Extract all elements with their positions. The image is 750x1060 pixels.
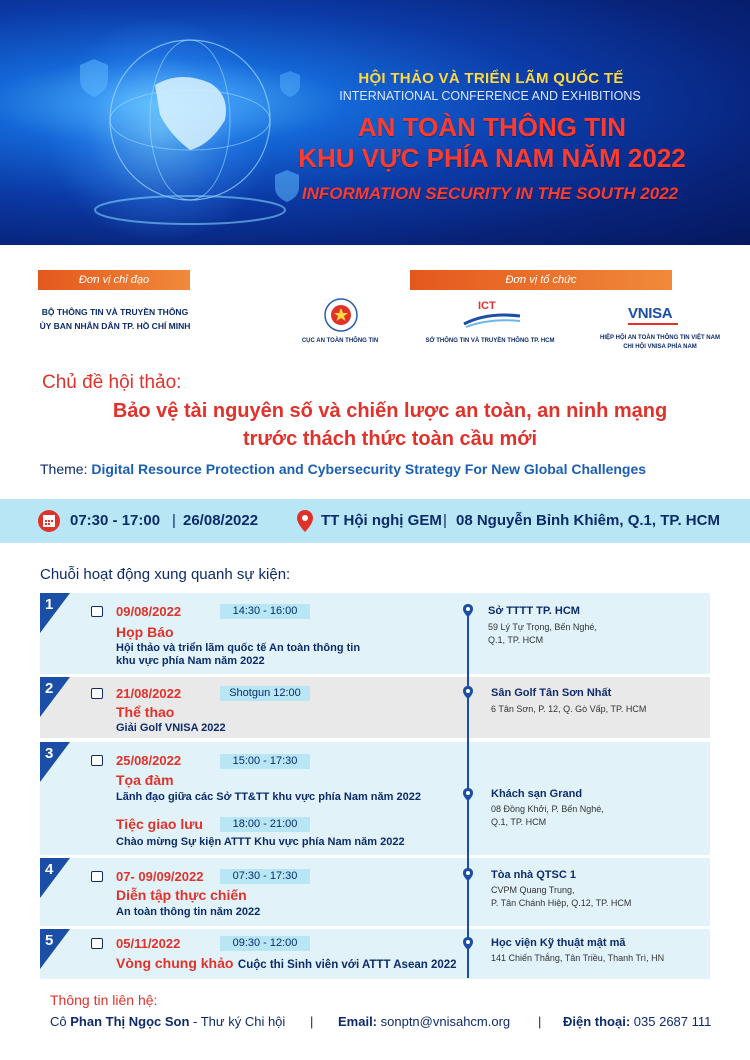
- event-addr-1a: 59 Lý Tự Trọng, Bến Nghé,: [488, 622, 597, 632]
- event-title-3b: Tiệc giao lưu: [116, 816, 203, 832]
- event-title-5: Vòng chung khảo: [116, 955, 234, 971]
- contact-email[interactable]: sonptn@vnisahcm.org: [380, 1014, 511, 1029]
- band-venue: TT Hội nghị GEM: [321, 512, 442, 529]
- location-pin-icon: [463, 686, 473, 699]
- event-number-2: 2: [45, 680, 54, 697]
- band-time: 07:30 - 17:00: [70, 512, 161, 529]
- event-title-2: Thể thao: [116, 704, 175, 720]
- map-pin-icon: [297, 510, 313, 532]
- date-venue-band: [0, 499, 750, 543]
- theme-main-1: Bảo vệ tài nguyên số và chiến lược an toàn, an ninh mạng: [112, 400, 668, 422]
- org-1: CỤC AN TOÀN THÔNG TIN: [301, 338, 379, 344]
- contact-label: Thông tin liên hệ:: [50, 992, 158, 1008]
- contact-name: Phan Thị Ngọc Son: [70, 1014, 190, 1029]
- ict-logo-text: ICT: [478, 300, 496, 312]
- org-2: SỞ THÔNG TIN VÀ TRUYỀN THÔNG TP. HCM: [425, 338, 555, 344]
- contact-email-label: Email:: [338, 1014, 381, 1029]
- event-date-2: 21/08/2022: [116, 686, 182, 701]
- header-line1: HỘI THẢO VÀ TRIỂN LÃM QUỐC TẾ: [358, 70, 624, 87]
- event-desc-2: Giải Golf VNISA 2022: [116, 722, 226, 734]
- band-date: 26/08/2022: [183, 512, 259, 529]
- leader-label: Đơn vị chỉ đạo: [38, 270, 190, 290]
- event-addr-2: 6 Tân Sơn, P. 12, Q. Gò Vấp, TP. HCM: [491, 704, 647, 714]
- calendar-icon: [91, 688, 103, 699]
- theme-en-prefix: Theme:: [40, 461, 92, 477]
- event-title-3: Tọa đàm: [116, 772, 174, 788]
- event-time-4: 07:30 - 17:30: [220, 869, 310, 884]
- event-addr-4a: CVPM Quang Trung,: [491, 885, 575, 895]
- event-time-5: 09:30 - 12:00: [220, 936, 310, 951]
- location-pin-icon: [463, 604, 473, 617]
- event-number-3: 3: [45, 745, 54, 762]
- location-pin-icon: [463, 868, 473, 881]
- event-time-3b: 18:00 - 21:00: [220, 817, 310, 832]
- event-date-1: 09/08/2022: [116, 604, 182, 619]
- event-loc-5: Học viện Kỹ thuật mật mã: [491, 937, 626, 949]
- contact-sep-2: |: [538, 1014, 542, 1029]
- org-3a: HIỆP HỘI AN TOÀN THÔNG TIN VIỆT NAM: [600, 335, 720, 341]
- event-desc-1b: khu vực phía Nam năm 2022: [116, 655, 265, 667]
- calendar-icon: [91, 606, 103, 617]
- theme-en-text: Digital Resource Protection and Cybersecurity Strategy For New Global Challenges: [91, 461, 647, 477]
- calendar-icon: [91, 938, 103, 949]
- band-address: 08 Nguyễn Bỉnh Khiêm, Q.1, TP. HCM: [456, 512, 720, 529]
- location-pin-icon: [463, 788, 473, 801]
- calendar-icon: [38, 510, 60, 532]
- contact-phone[interactable]: 035 2687 111: [633, 1014, 712, 1029]
- header-title1: AN TOÀN THÔNG TIN: [357, 112, 627, 142]
- event-time-1: 14:30 - 16:00: [220, 604, 310, 619]
- theme-english: [40, 461, 740, 477]
- event-date-5: 05/11/2022: [116, 936, 181, 951]
- event-loc-2: Sân Golf Tân Sơn Nhất: [491, 687, 612, 699]
- event-addr-5: 141 Chiến Thắng, Tân Triều, Thanh Trì, HN: [491, 953, 665, 963]
- event-title-1: Họp Báo: [116, 624, 174, 640]
- band-sep-1: |: [172, 512, 176, 529]
- event-desc-5: Cuộc thi Sinh viên với ATTT Asean 2022: [237, 959, 457, 971]
- vnisa-logo-text: VNISA: [628, 305, 673, 322]
- contact-prefix: Cô: [50, 1014, 71, 1029]
- event-desc-1a: Hội thảo và triển lãm quốc tế An toàn thông tin: [116, 642, 361, 654]
- theme-label: Chủ đề hội thảo:: [42, 372, 182, 393]
- event-desc-3a: Lãnh đạo giữa các Sở TT&TT khu vực phía Nam năm 2022: [116, 791, 421, 803]
- event-number-1: 1: [45, 596, 54, 613]
- event-loc-1: Sở TTTT TP. HCM: [488, 605, 580, 617]
- contact-role: - Thư ký Chi hội: [189, 1014, 286, 1029]
- event-time-2: Shotgun 12:00: [220, 686, 310, 701]
- vnisa-logo-rule: [628, 323, 678, 325]
- event-number-5: 5: [45, 932, 54, 949]
- event-desc-4: An toàn thông tin năm 2022: [116, 906, 261, 918]
- organizer-label: Đơn vị tổ chức: [410, 270, 672, 290]
- header-title2: KHU VỰC PHÍA NAM NĂM 2022: [298, 143, 686, 173]
- ict-logo-icon: [462, 310, 522, 328]
- leader-2: ỦY BAN NHÂN DÂN TP. HỒ CHÍ MINH: [39, 321, 191, 331]
- leader-1: BỘ THÔNG TIN VÀ TRUYỀN THÔNG: [41, 307, 189, 317]
- header-title-en: INFORMATION SECURITY IN THE SOUTH 2022: [301, 184, 679, 203]
- header-banner: [0, 0, 750, 245]
- location-pin-icon: [463, 937, 473, 950]
- org-3b: CHI HỘI VNISA PHÍA NAM: [623, 344, 697, 350]
- events-label: Chuỗi hoạt động xung quanh sự kiện:: [40, 566, 291, 583]
- event-title-4: Diễn tập thực chiến: [116, 887, 247, 903]
- band-sep-2: |: [443, 512, 447, 529]
- event-loc-4: Tòa nhà QTSC 1: [491, 869, 576, 881]
- event-addr-3b: Q.1, TP. HCM: [491, 817, 547, 827]
- calendar-icon: [91, 755, 103, 766]
- contact-person: [50, 1014, 285, 1029]
- event-addr-3a: 08 Đồng Khởi, P. Bến Nghé,: [491, 804, 604, 814]
- calendar-icon: [91, 871, 103, 882]
- event-date-3: 25/08/2022: [116, 753, 182, 768]
- contact-sep-1: |: [310, 1014, 314, 1029]
- header-line2: INTERNATIONAL CONFERENCE AND EXHIBITIONS: [339, 89, 641, 103]
- event-addr-1b: Q.1, TP. HCM: [488, 635, 544, 645]
- event-date-4: 07- 09/09/2022: [116, 869, 204, 884]
- cuc-attt-logo-icon: [323, 297, 359, 333]
- contact-phone-label: Điện thoại:: [563, 1014, 634, 1029]
- event-line-5: [116, 955, 457, 973]
- contact-phone-row: [563, 1014, 711, 1029]
- theme-main-2: trước thách thức toàn cầu mới: [242, 428, 538, 450]
- contact-email-row: [338, 1014, 510, 1029]
- event-time-3: 15:00 - 17:30: [220, 754, 310, 769]
- event-desc-3b: Chào mừng Sự kiện ATTT Khu vực phía Nam năm 2022: [116, 836, 405, 848]
- event-loc-3: Khách sạn Grand: [491, 788, 583, 800]
- event-number-4: 4: [45, 861, 54, 878]
- event-addr-4b: P. Tân Chánh Hiệp, Q.12, TP. HCM: [491, 898, 632, 908]
